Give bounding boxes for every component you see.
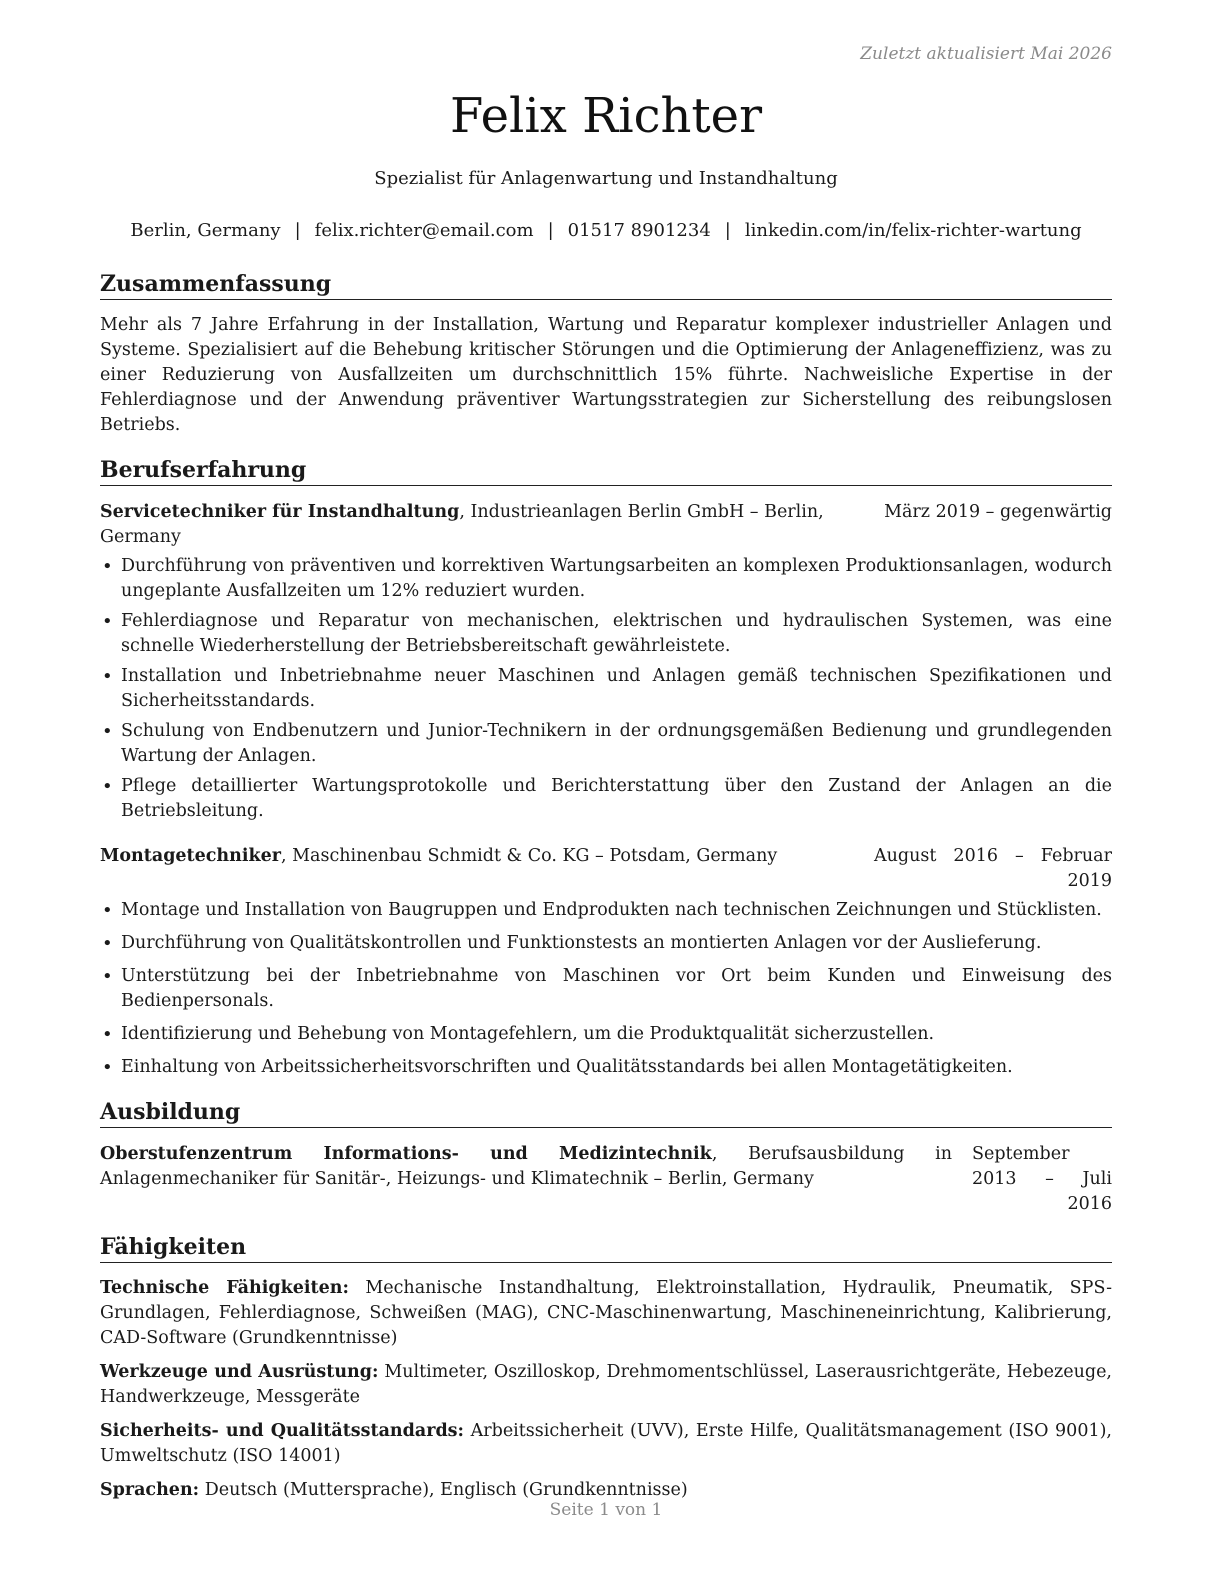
job-company: , Maschinenbau Schmidt & Co. KG – Potsdam, Germany (281, 846, 778, 866)
summary-text: Mehr als 7 Jahre Erfahrung in der Installation, Wartung und Reparatur komplexer industrieller Anlagen und Systeme. Spezialisiert auf die Behebung kritischer Störungen und die Optimierung der Anlageneffizienz, was zu einer Reduzierung von Ausfallzeiten um durchschnittlich 15% führte. Nachweisliche Expertise in der Fehlerdiagnose und der Anwendung präventiver Wartungsstrategien zur Sicherstellung des reibungslosen Betriebs. (100, 315, 1112, 435)
skill-value: Multimeter, Oszilloskop, Drehmomentschlüssel, Laserausrichtgeräte, Hebezeuge, Handwerkzeuge, Messgeräte (100, 1362, 1112, 1407)
contact-separator: | (724, 220, 731, 241)
job-bullets (100, 554, 1112, 824)
candidate-name: Felix Richter (449, 88, 763, 144)
skill-group (100, 1360, 1112, 1410)
contact-email[interactable]: felix.richter@email.com (314, 220, 534, 241)
skill-group (100, 1276, 1112, 1351)
job-bullets (100, 898, 1112, 1080)
job-header (100, 500, 1112, 550)
contact-separator: | (547, 220, 554, 241)
section-heading-experience: Berufserfahrung (100, 456, 1112, 486)
skill-group (100, 1419, 1112, 1469)
list-item: • Schulung von Endbenutzern und Junior-Technikern in der ordnungsgemäßen Bedienung und grundlegenden Wartung der Anlagen. (100, 719, 1112, 769)
contact-phone: 01517 8901234 (567, 220, 711, 241)
contact-line (100, 219, 1112, 243)
job-dates: März 2019 – gegenwärtig (884, 502, 1112, 522)
contact-separator: | (294, 220, 301, 241)
skill-value: Arbeitssicherheit (UVV), Erste Hilfe, Qualitätsmanagement (ISO 9001), Umweltschutz (ISO 14001) (100, 1421, 1112, 1466)
list-item: • Durchführung von präventiven und korrektiven Wartungsarbeiten an komplexen Produktionsanlagen, wodurch ungeplante Ausfallzeiten um 12% reduziert wurden. (100, 554, 1112, 604)
last-updated: Zuletzt aktualisiert Mai 2026 (860, 44, 1112, 64)
list-item: • Durchführung von Qualitätskontrollen und Funktionstests an montierten Anlagen vor der Auslieferung. (100, 931, 1112, 956)
skill-label: Technische Fähigkeiten: (100, 1278, 349, 1298)
job-dates: August 2016 – Februar 2019 (874, 846, 1112, 891)
education-program: , Berufsausbildung in Anlagenmechaniker für Sanitär-, Heizungs- und Klimatechnik – Berlin, Germany (100, 1144, 952, 1189)
list-item: • Unterstützung bei der Inbetriebnahme von Maschinen vor Ort beim Kunden und Einweisung des Bedienpersonals. (100, 964, 1112, 1014)
section-heading-skills: Fähigkeiten (100, 1233, 1112, 1263)
skill-value: Deutsch (Muttersprache), Englisch (Grundkenntnisse) (199, 1480, 688, 1500)
skill-label: Sprachen: (100, 1480, 200, 1500)
contact-linkedin[interactable]: linkedin.com/in/felix-richter-wartung (744, 220, 1082, 241)
education-school: Oberstufenzentrum Informations- und Medizintechnik (100, 1144, 712, 1164)
job-company: , Industrieanlagen Berlin GmbH – Berlin, Germany (100, 502, 824, 547)
resume-content (100, 270, 1112, 1503)
list-item: • Identifizierung und Behebung von Montagefehlern, um die Produktqualität sicherzustellen. (100, 1022, 1112, 1047)
section-heading-education: Ausbildung (100, 1098, 1112, 1128)
contact-location: Berlin, Germany (130, 220, 281, 241)
skill-value: Mechanische Instandhaltung, Elektroinstallation, Hydraulik, Pneumatik, SPS-Grundlagen, Fehlerdiagnose, Schweißen (MAG), CNC-Maschinenwartung, Maschineneinrichtung, Kalibrierung, CAD-Software (Grundkenntnisse) (100, 1278, 1112, 1348)
candidate-title: Spezialist für Anlagenwartung und Instandhaltung (374, 168, 838, 189)
section-heading-summary: Zusammenfassung (100, 270, 1112, 300)
skill-label: Werkzeuge und Ausrüstung: (100, 1362, 379, 1382)
job-title-line (100, 844, 854, 869)
skill-label: Sicherheits- und Qualitätsstandards: (100, 1421, 464, 1441)
list-item: • Fehlerdiagnose und Reparatur von mechanischen, elektrischen und hydraulischen Systemen, was eine schnelle Wiederherstellung der Betriebsbereitschaft gewährleistete. (100, 609, 1112, 659)
list-item: • Installation und Inbetriebnahme neuer Maschinen und Anlagen gemäß technischen Spezifikationen und Sicherheitsstandards. (100, 664, 1112, 714)
job-role: Montagetechniker (100, 846, 282, 866)
education-entry (100, 1142, 1112, 1217)
job-header (100, 844, 1112, 894)
job-role: Servicetechniker für Instandhaltung (100, 502, 460, 522)
resume-page (100, 0, 1112, 1584)
list-item: • Einhaltung von Arbeitssicherheitsvorschriften und Qualitätsstandards bei allen Montagetätigkeiten. (100, 1055, 1112, 1080)
list-item: • Montage und Installation von Baugruppen und Endprodukten nach technischen Zeichnungen und Stücklisten. (100, 898, 1112, 923)
page-number: Seite 1 von 1 (549, 1500, 663, 1520)
education-dates: September 2013 – Juli 2016 (972, 1144, 1112, 1214)
job-title-line (100, 500, 864, 550)
education-title-line (100, 1142, 952, 1192)
list-item: • Pflege detaillierter Wartungsprotokolle und Berichterstattung über den Zustand der Anlagen an die Betriebsleitung. (100, 774, 1112, 824)
